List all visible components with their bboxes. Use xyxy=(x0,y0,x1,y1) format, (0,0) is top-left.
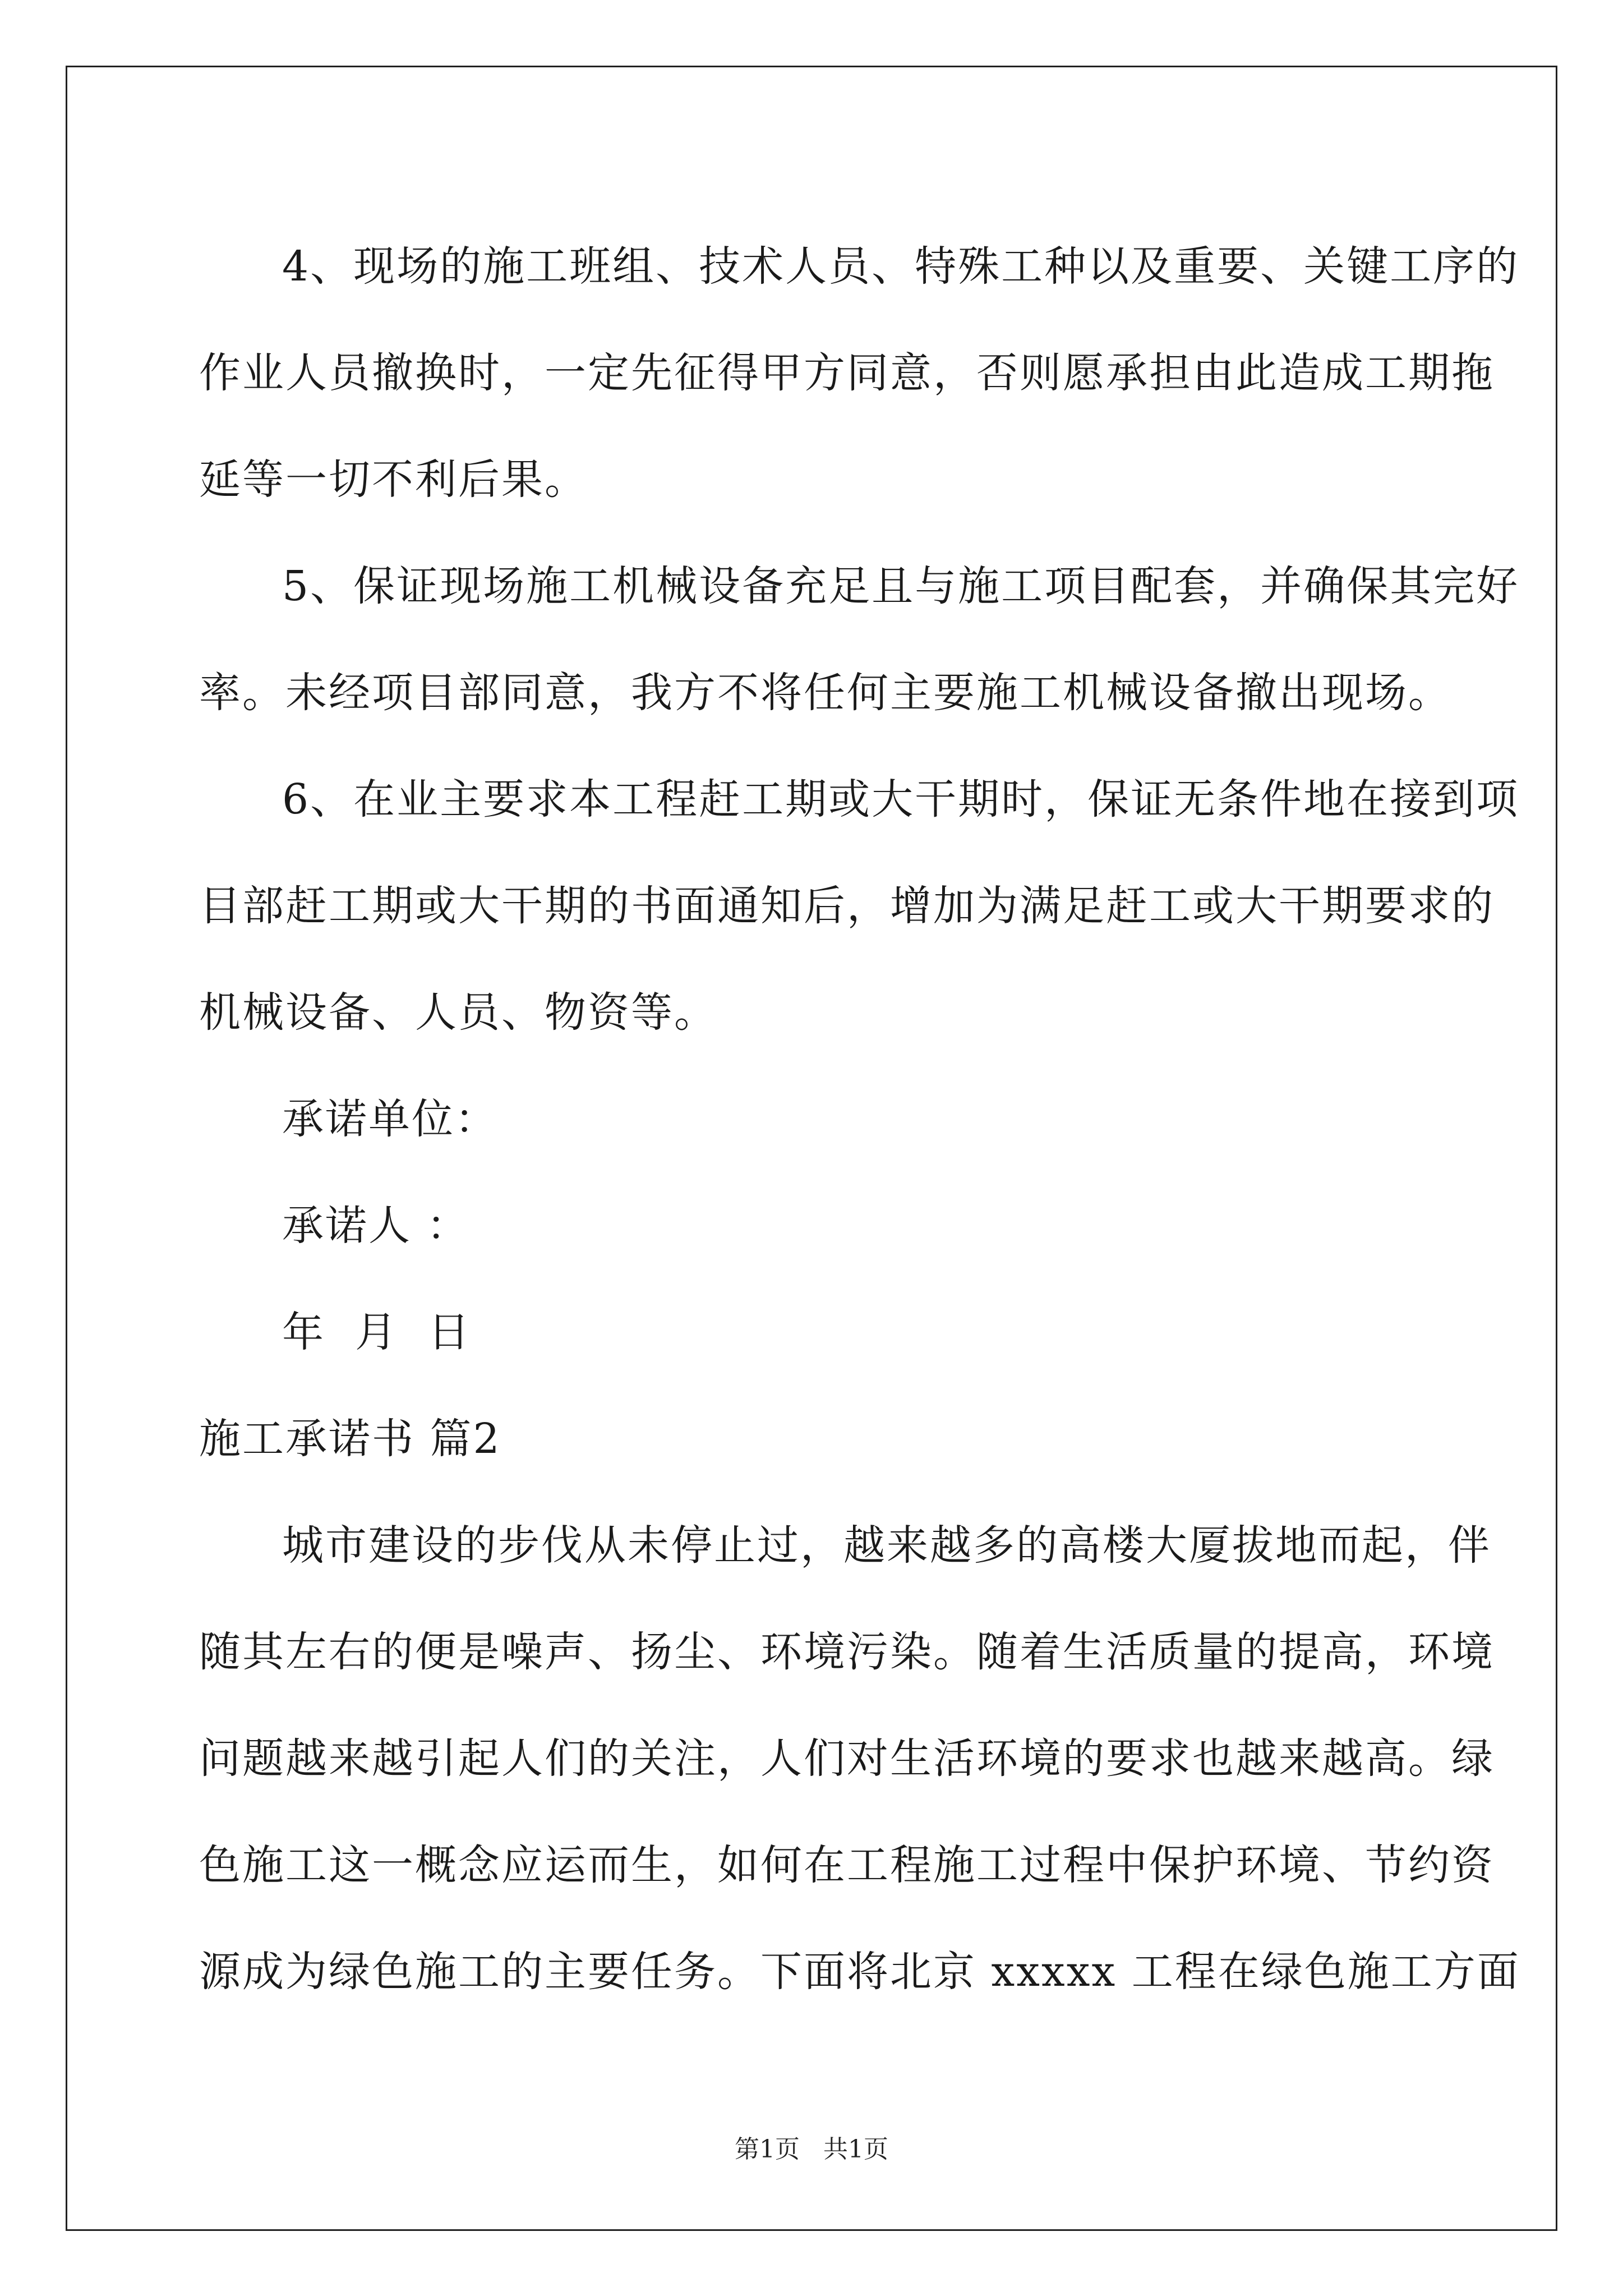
paragraph-line: 随其左右的便是噪声、扬尘、环境污染。随着生活质量的提高，环境 xyxy=(199,1628,1495,1676)
paragraph-line: 率。未经项目部同意，我方不将任何主要施工机械设备撤出现场。 xyxy=(199,669,1451,717)
signature-block xyxy=(199,1066,1427,1386)
paragraph-line: 城市建设的步伐从未停止过，越来越多的高楼大厦拔地而起，伴 xyxy=(282,1521,1491,1570)
paragraph-line: 机械设备、人员、物资等。 xyxy=(199,988,717,1037)
paragraph-item-4 xyxy=(199,213,1520,533)
paragraph-line: 源成为绿色施工的主要任务。下面将北京 xxxxx 工程在绿色施工方面 xyxy=(199,1948,1520,1996)
paragraph-body xyxy=(199,1492,1520,2025)
signature-date-label: 年 月 日 xyxy=(282,1308,472,1356)
paragraph-line: 6、在业主要求本工程赶工期或大干期时，保证无条件地在接到项 xyxy=(282,775,1520,823)
paragraph-line: 5、保证现场施工机械设备充足且与施工项目配套，并确保其完好 xyxy=(282,562,1520,610)
page-footer: 第1页 共1页 xyxy=(735,2135,888,2164)
paragraph-item-5 xyxy=(199,533,1520,746)
paragraph-line: 4、现场的施工班组、技术人员、特殊工种以及重要、关键工序的 xyxy=(282,242,1520,291)
signature-person-label: 承诺人 ： xyxy=(282,1202,470,1250)
paragraph-line: 作业人员撤换时，一定先征得甲方同意，否则愿承担由此造成工期拖 xyxy=(199,349,1495,397)
paragraph-line: 色施工这一概念应运而生，如何在工程施工过程中保护环境、节约资 xyxy=(199,1841,1495,1889)
paragraph-item-6 xyxy=(199,746,1520,1066)
document-body xyxy=(199,213,1520,2025)
signature-unit-label: 承诺单位： xyxy=(282,1095,498,1143)
paragraph-line: 延等一切不利后果。 xyxy=(199,455,588,504)
paragraph-line: 目部赶工期或大干期的书面通知后，增加为满足赶工或大干期要求的 xyxy=(199,882,1495,930)
section-heading: 施工承诺书 篇2 xyxy=(199,1415,501,1463)
paragraph-line: 问题越来越引起人们的关注，人们对生活环境的要求也越来越高。绿 xyxy=(199,1734,1495,1783)
